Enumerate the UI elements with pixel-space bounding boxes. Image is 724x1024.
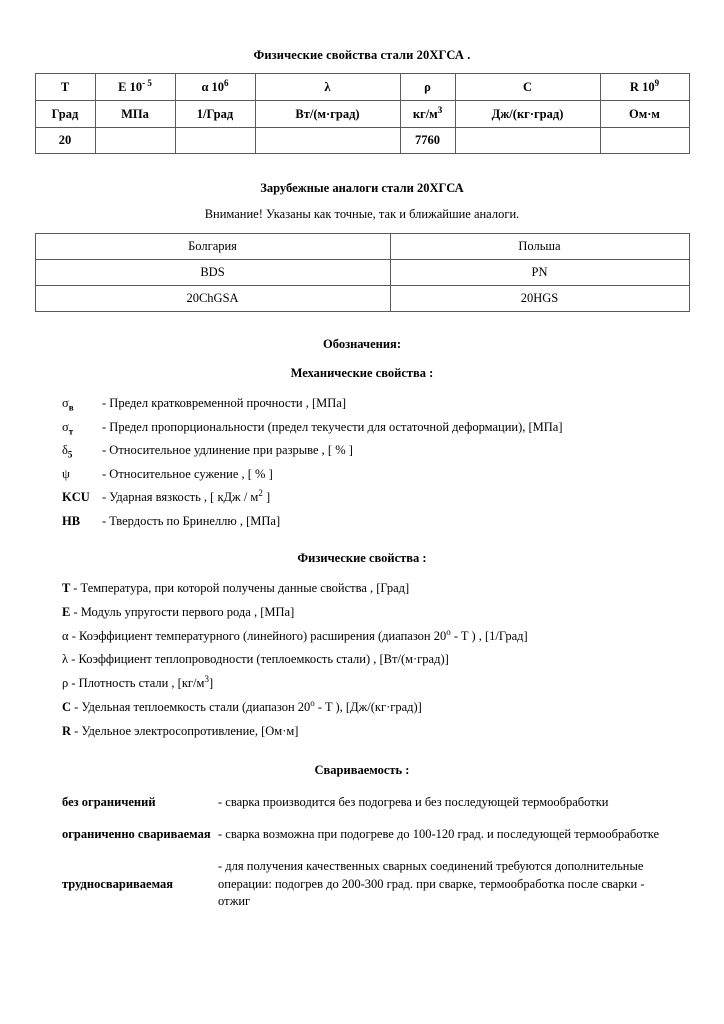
notation-symbol: ρ (62, 676, 72, 690)
weldability-title: Свариваемость : (314, 763, 410, 778)
physical-properties-table (35, 73, 690, 154)
list-item (62, 442, 662, 466)
notation-description: - Предел кратковременной прочности , [МПа] (102, 396, 347, 410)
list-item (62, 858, 662, 925)
foreign-analogues-table (35, 233, 690, 312)
analogues-title: Зарубежные аналоги стали 20ХГСА (260, 181, 464, 195)
table-cell: 20ChGSA (35, 286, 390, 312)
weldability-explanation: - сварка производится без подогрева и без последующей термообработки (218, 795, 609, 810)
list-item (62, 513, 662, 537)
notation-description: - Плотность стали , $[кг/м^3]$ (71, 673, 214, 690)
table-cell: Ом·м (600, 101, 689, 128)
notation-description: - Модуль упругости первого рода , [МПа] (73, 604, 295, 619)
table-cell: $кг/м^3$ (400, 101, 455, 128)
table-cell: Град (35, 101, 95, 128)
list-item (62, 699, 662, 723)
weldability-term: без ограничений (62, 795, 156, 810)
mechanical-properties-list (62, 395, 662, 536)
weldability-list (62, 794, 662, 925)
weldability-explanation: - для получения качественных сварных соединений требуются дополнительные операции: подогрев до 200-300 град. при сварке, термообработка после сварки - отжиг (218, 858, 645, 909)
list-item (62, 419, 662, 443)
table-cell (455, 128, 600, 154)
table-cell: α $10^6$ (175, 74, 255, 101)
notation-symbol: HB (62, 513, 81, 528)
list-item (62, 466, 662, 490)
table-cell: R $10^9$ (600, 74, 689, 101)
notation-description: - Ударная вязкость , [ кДж / $м^2$ ] (102, 487, 271, 504)
list-item (62, 826, 662, 858)
table-row-symbols (35, 74, 689, 101)
weldability-term: ограниченно свариваемая (62, 827, 211, 841)
table-cell: E $10^{- 5}$ (95, 74, 175, 101)
table-cell: Болгария (35, 234, 390, 260)
notation-symbol: α (62, 628, 72, 643)
list-item (62, 395, 662, 419)
table-cell: 20HGS (390, 286, 689, 312)
list-item (62, 794, 662, 826)
table-cell: Вт/(м·град) (255, 101, 400, 128)
table-row (35, 234, 689, 260)
table-row (35, 260, 689, 286)
table-cell: C (455, 74, 600, 101)
physical-properties-title: Физические свойства : (297, 551, 427, 565)
list-item (62, 628, 662, 652)
table-cell: ρ (400, 74, 455, 101)
notation-symbol: E (62, 604, 74, 619)
physical-properties-list (62, 580, 662, 746)
analogues-note: Внимание! Указаны как точные, так и ближайшие аналоги. (204, 207, 520, 221)
list-item (62, 723, 662, 747)
table-cell: λ (255, 74, 400, 101)
table-row-values (35, 128, 689, 154)
notation-symbol: $\sigma_в$ (62, 396, 74, 413)
notation-symbol: $\delta_5$ (62, 443, 73, 460)
table-cell: 1/Град (175, 101, 255, 128)
table-cell (95, 128, 175, 154)
list-item (62, 651, 662, 675)
notation-description: - Относительное удлинение при разрыве , [ % ] (102, 443, 353, 457)
notation-symbol: λ (62, 652, 72, 667)
table-cell: 20 (35, 128, 95, 154)
notation-description: - Коэффициент температурного (линейного) расширения (диапазон 20$^o$ - T ) , [1/Град] (71, 626, 528, 643)
notation-description: - Удельное электросопротивление, [Ом·м] (74, 723, 299, 738)
notation-symbol: KCU (62, 490, 90, 504)
notation-description: - Удельная теплоемкость стали (диапазон 20$^o$ - T ), [Дж/(кг·град)] (74, 697, 422, 714)
table-cell: Польша (390, 234, 689, 260)
list-item (62, 580, 662, 604)
notation-symbol: R (62, 723, 75, 738)
list-item (62, 489, 662, 513)
top-spacer (0, 0, 724, 48)
weldability-term: трудносвариваемая (62, 876, 174, 891)
weldability-explanation: - сварка возможна при подогреве до 100-120 град. и последующей термообработке (218, 827, 660, 841)
table-cell: 7760 (400, 128, 455, 154)
page-title: Физические свойства стали 20ХГСА . (253, 48, 471, 62)
notations-title: Обозначения: (323, 337, 401, 351)
table-cell: PN (390, 260, 689, 286)
notation-description: - Относительное сужение , [ % ] (102, 466, 273, 481)
notation-symbol: ψ (62, 466, 70, 481)
table-cell (175, 128, 255, 154)
notation-description: - Температура, при которой получены данные свойства , [Град] (73, 581, 410, 595)
list-item (62, 604, 662, 628)
notation-symbol: T (62, 581, 74, 595)
table-cell: МПа (95, 101, 175, 128)
notation-description: - Коэффициент теплопроводности (теплоемкость стали) , [Вт/(м·град)] (71, 652, 449, 667)
mechanical-properties-title: Механические свойства : (290, 366, 434, 380)
table-row (35, 286, 689, 312)
table-cell (255, 128, 400, 154)
notation-symbol: C (62, 699, 75, 714)
table-cell: BDS (35, 260, 390, 286)
notation-symbol: $\sigma_т$ (62, 419, 74, 436)
notation-description: - Твердость по Бринеллю , [МПа] (102, 513, 281, 528)
list-item (62, 675, 662, 699)
table-cell: T (35, 74, 95, 101)
table-cell (600, 128, 689, 154)
table-row-units (35, 101, 689, 128)
notation-description: - Предел пропорциональности (предел текучести для остаточной деформации), [МПа] (102, 419, 563, 434)
table-cell: Дж/(кг·град) (455, 101, 600, 128)
